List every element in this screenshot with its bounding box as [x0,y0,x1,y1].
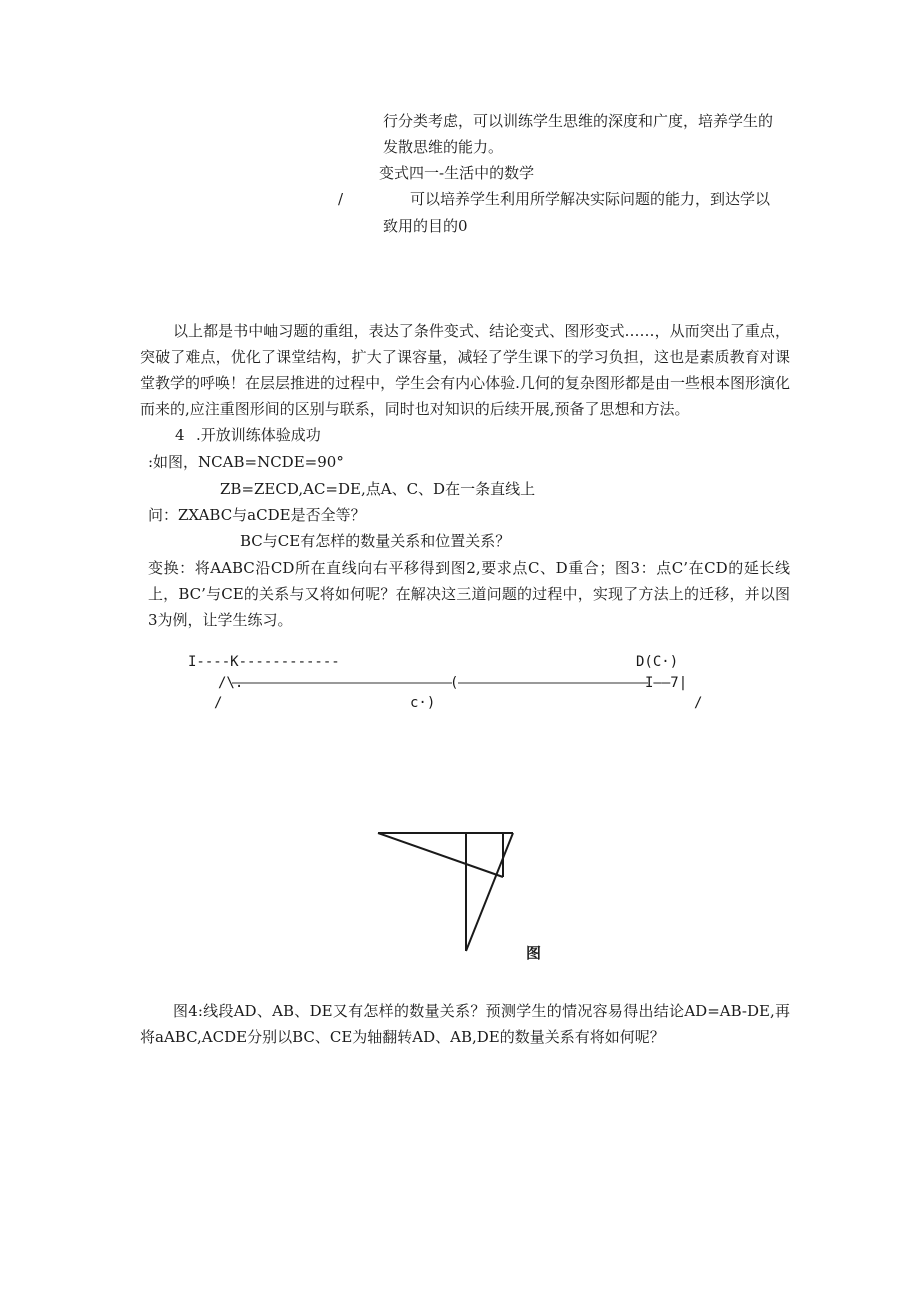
stray-slash: / [338,190,344,208]
figure-text-bottom-right: / [694,695,703,711]
figure-slant [466,833,513,951]
figure-text-top-left: I----K------------ [188,654,340,670]
problem-given-1: :如图，NCAB=NCDE=90° [148,453,344,471]
top-line-1: 行分类考虑，可以训练学生思维的深度和广度，培养学生的 [383,112,774,130]
transform-paragraph: 变换：将AABC沿CD所在直线向右平移得到图2,要求点C、D重合；图3：点C’在CD的延长线上，BC’与CE的关系与又将如何呢？在解决这三道问题的过程中，实现了方法上的迁移，并以图3为例，让学生练习。 [148,559,790,629]
problem-ask-2: BC与CE有怎样的数量关系和位置关系？ [240,532,511,550]
problem-ask-1: 问：ZXABC与aCDE是否全等？ [148,506,366,524]
figure-hypotenuse [378,833,503,877]
top-line-5: 致用的目的0 [383,217,468,235]
summary-paragraph: 以上都是书中岫习题的重组，表达了条件变式、结论变式、图形变式……，从而突出了重点，突破了难点，优化了课堂结构，扩大了课容量，减轻了学生课下的学习负担，这也是素质教育对课堂教学的呼唤！在层层推进的过程中，学生会有内心体验.几何的复杂图形都是由一些根本图形演化而来的,应注重图形间的区别与联系，同时也对知识的后续开展,预备了思想和方法。 [140,322,790,418]
figure-caption: 图 [526,944,542,962]
figure-text-mid-left: /\. [218,675,244,691]
closing-paragraph: 图4:线段AD、AB、DE又有怎样的数量关系？预测学生的情况容易得出结论AD=AB-DE,再将aABC,ACDE分别以BC、CE为轴翻转AD、AB,DE的数量关系有将如何呢？ [140,1002,790,1046]
figure-text-bottom-left: / [214,695,223,711]
top-line-4: 可以培养学生利用所学解决实际问题的能力，到达学以 [410,190,771,208]
variant-four-heading: 变式四一-生活中的数学 [379,164,535,182]
figure-text-mid-right: I——7| [645,675,688,691]
figure-text-paren: ( [450,675,459,691]
figure-text-bottom-mid: c·) [410,695,436,711]
section-number: 4 [175,426,185,444]
section-title: .开放训练体验成功 [196,426,321,444]
figure-text-top-right: D(C·) [636,654,679,670]
top-line-2: 发散思维的能力。 [383,138,504,156]
problem-given-2: ZB=ZECD,AC=DE,点A、C、D在一条直线上 [220,480,536,498]
